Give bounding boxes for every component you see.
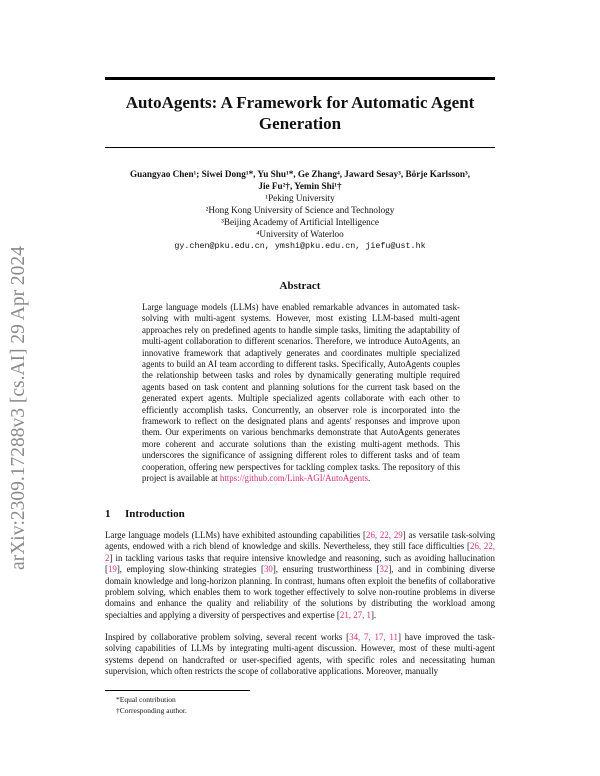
citation-link[interactable]: 21, 27, 1 (339, 609, 371, 620)
repository-link[interactable]: https://github.com/Link-AGI/AutoAgents (219, 473, 369, 484)
arxiv-side-stamp (8, 205, 30, 610)
citation-link[interactable]: 26, 22, 29 (366, 530, 403, 540)
section-title: Introduction (125, 508, 185, 520)
footnote-corresponding-author: †Corresponding author. (116, 706, 187, 715)
section-heading-introduction (105, 508, 495, 520)
section-number: 1 (105, 508, 111, 520)
affiliation-2: ²Hong Kong University of Science and Technology (205, 205, 395, 215)
intro-paragraph-1 (105, 530, 495, 621)
arxiv-identifier: arXiv:2309.17288v3 [cs.AI] 29 Apr 2024 (8, 245, 29, 570)
intro-p2-text-2: ] have improved the task-solving capabilities of LLMs by integrating multi-agent discussion. However, most of these multi-agent systems depend on handcrafted or user-specified agents, with specific roles and necessitating human supervision, which often restricts the scope of collaborative applications. Moreover, manually (105, 632, 495, 677)
citation-link[interactable]: 26, 22, 2 (105, 541, 496, 563)
footnotes (116, 694, 416, 716)
affiliation-3: ³Beijing Academy of Artificial Intelligence (221, 217, 379, 227)
affiliation-1: ¹Peking University (265, 193, 335, 203)
author-names-line-2: Jie Fu²†, Yemin Shi¹† (258, 181, 342, 191)
citation-link[interactable]: 34, 7, 17, 11 (349, 632, 398, 642)
intro-paragraph-2 (105, 632, 495, 678)
author-names-line-1: Guangyao Chen¹; Siwei Dong¹*, Yu Shu¹*, Ge Zhang⁴, Jaward Sesay³, Börje Karlsson³, (129, 169, 470, 179)
author-block (105, 168, 495, 252)
citation-link[interactable]: 30 (263, 564, 273, 575)
abstract-tail: . (368, 473, 371, 484)
footnote-rule (105, 690, 250, 691)
intro-p1-text-7: ]. (370, 609, 377, 620)
title-bottom-rule (105, 147, 495, 148)
paper-title: AutoAgents: A Framework for Automatic Agent Generation (125, 93, 475, 133)
intro-p1-text-1: Large language models (LLMs) have exhibited astounding capabilities [ (105, 530, 367, 540)
intro-p1-text-3: ] in tackling various tasks that require intensive knowledge and reasoning, such as avoiding hallucination [ (105, 552, 495, 575)
intro-p1-text-2: ] as versatile task-solving agents, endowed with a rich blend of knowledge and skills. Nevertheless, they still face difficulties [ (105, 530, 496, 552)
intro-p2-text-1: Inspired by collaborative problem solving, several recent works [ (105, 632, 350, 642)
citation-link[interactable]: 19 (107, 564, 117, 575)
abstract-body-text: Large language models (LLMs) have enabled remarkable advances in automated task-solving with multi-agent systems. However, most existing LLM-based multi-agent approaches rely on predefined agents to handle simple tasks, limiting the adaptability of multi-agent collaboration to different scenarios. Therefore, we introduce AutoAgents, an innovative framework that adaptively generates and coordinates multiple specialized agents to build an AI team according to different tasks. Specifically, AutoAgents couples the relationship between tasks and roles by dynamically generating multiple required agents based on task content and planning solutions for the current task based on the generated expert agents. Multiple specialized agents collaborate with each other to efficiently accomplish tasks. Concurrently, an observer role is incorporated into the framework to reflect on the designated plans and agents' responses and improve upon them. Our experiments on various benchmarks demonstrate that AutoAgents generates more coherent and accurate solutions than the existing multi-agent methods. This underscores the significance of assigning different roles to different tasks and of team cooperation, offering new perspectives for tackling complex tasks. The repository of this project is available at (142, 302, 460, 484)
abstract-text (142, 302, 460, 485)
author-emails: gy.chen@pku.edu.cn, ymshi@pku.edu.cn, jiefu@ust.hk (174, 241, 426, 251)
footnote-equal-contribution: *Equal contribution (116, 695, 176, 704)
intro-p1-text-6: ], and in combining diverse domain knowledge and long-horizon planning. In contrast, humans often exploit the benefits of collaborative problem solving, which enables them to work together effectively to solve non-routine problems in diverse domains and enhance the quality and reliability of the solutions by distributing the workload among specialties and applying a diversity of perspectives and expertise [ (105, 564, 495, 620)
intro-p1-text-4: ], employing slow-thinking strategies [ (116, 564, 264, 575)
title-top-rule (105, 77, 495, 80)
affiliation-4: ⁴University of Waterloo (256, 229, 344, 239)
citation-link[interactable]: 32 (379, 564, 389, 575)
abstract-heading: Abstract (279, 280, 321, 292)
intro-p1-text-5: ], ensuring trustworthiness [ (272, 564, 380, 575)
